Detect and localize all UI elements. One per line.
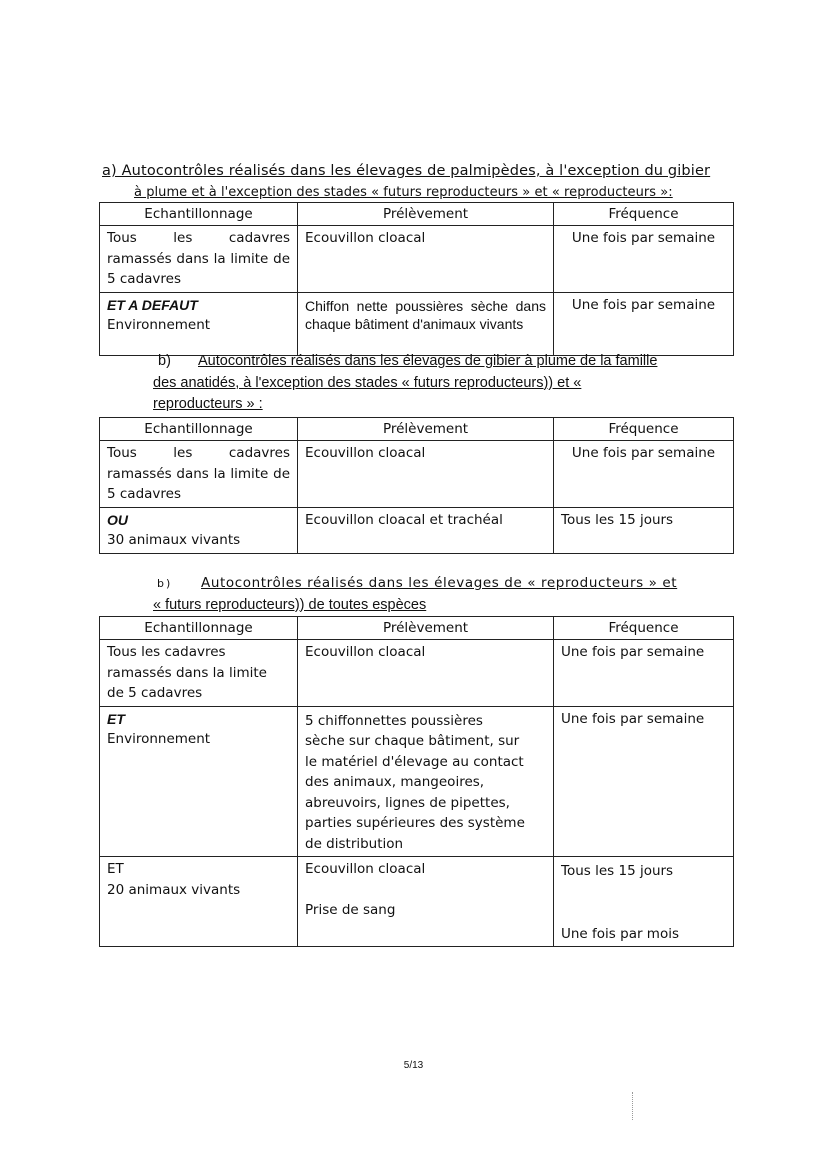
sampling-cell <box>100 507 298 553</box>
sampling-cell <box>100 441 298 508</box>
section-a-title-line2: à plume et à l'exception des stades « futurs reproducteurs » et « reproducteurs »: <box>134 185 673 200</box>
table-b-header-row <box>100 418 734 441</box>
section-b-title-line1: Autocontrôles réalisés dans les élevages de gibier à plume de la famille <box>198 353 658 369</box>
sample-cell: Chiffon nette poussières sèche dans chaque bâtiment d'animaux vivants <box>298 292 554 355</box>
section-b-title-line2: des anatidés, à l'exception des stades « futurs reproducteurs)) et « <box>153 374 582 391</box>
header-sample: Prélèvement <box>298 418 554 441</box>
frequency-cell: Une fois par semaine <box>554 292 734 355</box>
table-row <box>100 226 734 293</box>
header-sampling: Echantillonnage <box>100 418 298 441</box>
sample-cell: Ecouvillon cloacal et trachéal <box>298 507 554 553</box>
table-row <box>100 507 734 553</box>
section-c-number: b) <box>157 577 173 590</box>
sample-cell: Ecouvillon cloacal <box>298 640 554 707</box>
header-frequency: Fréquence <box>554 203 734 226</box>
header-sample: Prélèvement <box>298 203 554 226</box>
header-sample: Prélèvement <box>298 617 554 640</box>
frequency-cell <box>554 857 734 947</box>
sample-line: Prise de sang <box>305 901 396 918</box>
sample-line: 5 chiffonnettes poussières <box>305 712 483 729</box>
sampling-condition: ET A DEFAUT <box>107 296 198 313</box>
sampling-text: 30 animaux vivants <box>107 532 241 548</box>
sampling-line: ramassés dans la limite <box>107 664 267 681</box>
sample-line: Ecouvillon cloacal <box>305 861 426 877</box>
frequency-line: Une fois par mois <box>561 925 679 942</box>
sampling-condition: ET <box>107 861 124 877</box>
frequency-cell: Tous les 15 jours <box>554 507 734 553</box>
sample-line: des animaux, mangeoires, <box>305 774 485 790</box>
sampling-line: de 5 cadavres <box>107 465 291 502</box>
table-row <box>100 292 734 355</box>
section-c-title-line1: Autocontrôles réalisés dans les élevages de « reproducteurs » et <box>201 575 678 591</box>
sampling-line: Tous les cadavres <box>107 445 290 461</box>
sampling-line: ramassés dans la limite <box>107 465 269 482</box>
sampling-cell <box>100 857 298 947</box>
table-row <box>100 640 734 707</box>
section-c-title <box>153 573 723 616</box>
sampling-condition: ET <box>107 710 125 727</box>
sampling-line: Tous les cadavres <box>107 230 290 246</box>
section-a-title-line1: a) Autocontrôles réalisés dans les élevages de palmipèdes, à l'exception du gibier <box>102 163 711 179</box>
sample-line: parties supérieures des système <box>305 815 525 831</box>
table-c-header-row <box>100 617 734 640</box>
table-row <box>100 441 734 508</box>
frequency-line: Tous les 15 jours <box>561 863 674 879</box>
margin-marker <box>632 1092 633 1120</box>
table-a-header-row <box>100 203 734 226</box>
sample-line: sèche sur chaque bâtiment, sur <box>305 733 520 749</box>
section-b-title <box>153 351 723 416</box>
sample-cell <box>298 857 554 947</box>
frequency-cell: Une fois par semaine <box>554 706 734 857</box>
sampling-cell <box>100 292 298 355</box>
sampling-cell <box>100 640 298 707</box>
section-c-title-line2: « futurs reproducteurs)) de toutes espèces <box>153 596 427 613</box>
sampling-text: Environnement <box>107 317 211 333</box>
sampling-line: de 5 cadavres <box>107 685 203 701</box>
header-sampling: Echantillonnage <box>100 617 298 640</box>
sampling-text: Environnement <box>107 731 211 747</box>
sampling-line: de 5 cadavres <box>107 250 291 287</box>
frequency-cell: Une fois par semaine <box>554 640 734 707</box>
sample-line: le matériel d'élevage au contact <box>305 753 524 770</box>
header-frequency: Fréquence <box>554 418 734 441</box>
sample-cell <box>298 706 554 857</box>
table-row <box>100 706 734 857</box>
frequency-cell: Une fois par semaine <box>554 441 734 508</box>
page-number: 5/13 <box>403 1060 424 1071</box>
header-frequency: Fréquence <box>554 617 734 640</box>
sampling-cell <box>100 706 298 857</box>
sample-cell: Ecouvillon cloacal <box>298 441 554 508</box>
table-b <box>99 417 734 554</box>
sampling-cell <box>100 226 298 293</box>
table-c <box>99 616 734 947</box>
sampling-text: 20 animaux vivants <box>107 881 241 898</box>
section-b-number: b) <box>158 353 171 369</box>
table-row <box>100 857 734 947</box>
sampling-line: ramassés dans la limite <box>107 250 269 267</box>
sample-line: de distribution <box>305 835 404 852</box>
sample-line: abreuvoirs, lignes de pipettes, <box>305 794 510 811</box>
section-b-title-line3: reproducteurs » : <box>153 396 263 412</box>
sampling-condition: OU <box>107 511 128 528</box>
table-a <box>99 202 734 356</box>
frequency-cell: Une fois par semaine <box>554 226 734 293</box>
sampling-line: Tous les cadavres <box>107 644 226 660</box>
header-sampling: Echantillonnage <box>100 203 298 226</box>
sample-cell: Ecouvillon cloacal <box>298 226 554 293</box>
